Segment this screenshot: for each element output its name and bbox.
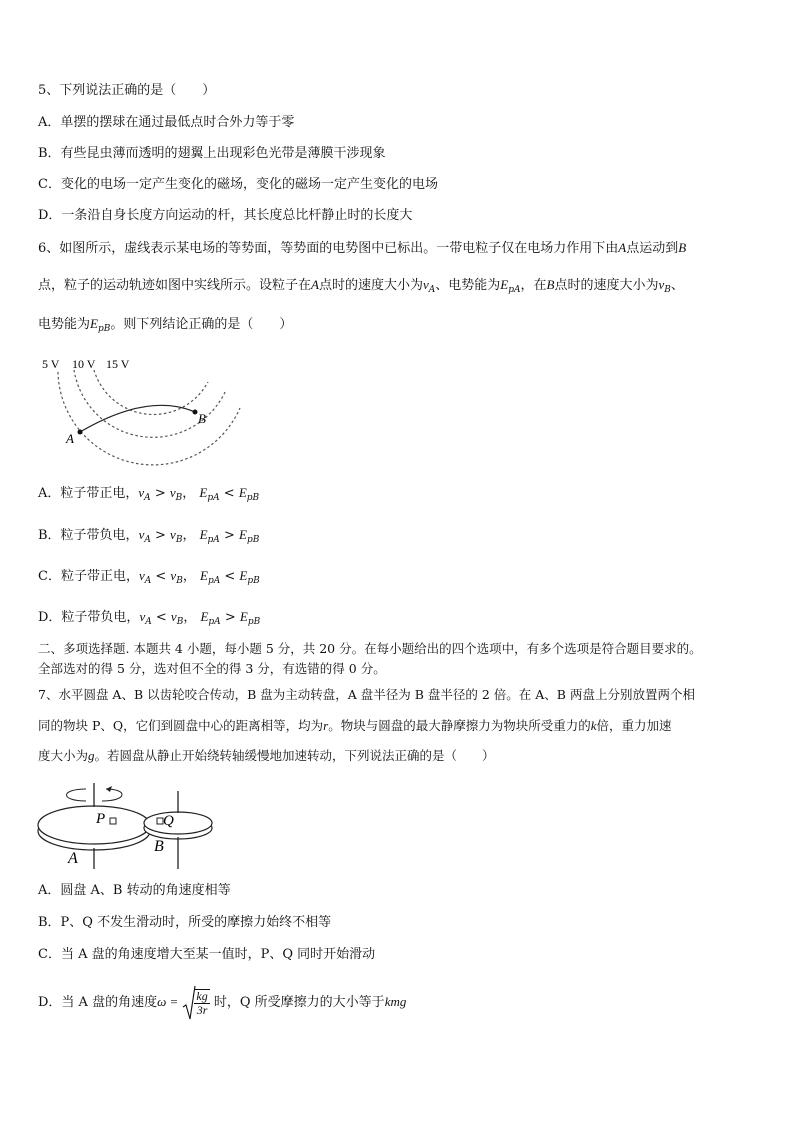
q6-stem-line3: 电势能为$E_{pB}$。则下列结论正确的是（ ） xyxy=(38,316,293,334)
label-5v: 5 V xyxy=(42,357,60,371)
q6-option-b: B．粒子带负电，$v_A > v_B$， $E_{pA} > E_{pB}$ xyxy=(38,527,260,545)
label-a: A xyxy=(66,431,74,446)
particle-trajectory xyxy=(80,405,195,432)
equipotential-figure xyxy=(38,352,248,470)
q6-option-c: C．粒子带正电，$v_A < v_B$， $E_{pA} < E_{pB}$ xyxy=(38,568,260,586)
equipotential-10v xyxy=(74,370,226,437)
q6-option-a: A．粒子带正电，$v_A > v_B$， $E_{pA} < E_{pB}$ xyxy=(38,485,260,503)
q5-stem: 5、下列说法正确的是（ ） xyxy=(38,83,216,98)
q7-option-a: A．圆盘 A、B 转动的角速度相等 xyxy=(38,883,231,898)
block-p xyxy=(110,818,116,824)
gear-discs-figure xyxy=(30,777,220,873)
disc-b xyxy=(144,812,212,834)
label-10v: 10 V xyxy=(72,357,96,371)
q7-option-d: D．当 A 盘的角速度ω = $\frac{kg}{3r}$ 时，Q 所受摩擦力的大小等于kmg xyxy=(38,982,406,1022)
label-p: P xyxy=(96,811,106,827)
q5-option-d: D．一条沿自身长度方向运动的杆，其长度总比杆静止时的长度大 xyxy=(38,208,413,223)
label-15v: 15 V xyxy=(106,357,130,371)
q5-option-a: A．单摆的摆球在通过最低点时合外力等于零 xyxy=(38,115,295,130)
equipotential-15v xyxy=(94,370,208,414)
q7-stem-line3: 度大小为g。若圆盘从静止开始绕转轴缓慢地加速转动，下列说法正确的是（ ） xyxy=(38,748,495,763)
point-a xyxy=(78,430,83,435)
q7-stem-line1: 7、水平圆盘 A、B 以齿轮咬合传动，B 盘为主动转盘，A 盘半径为 B 盘半径的 2 倍。在 A、B 两盘上分别放置两个相 xyxy=(38,687,695,702)
label-q: Q xyxy=(163,813,174,829)
label-b: B xyxy=(198,411,206,426)
equipotential-5v xyxy=(58,372,240,465)
q5-option-b: B．有些昆虫薄而透明的翅翼上出现彩色光带是薄膜干涉现象 xyxy=(38,146,386,161)
point-b xyxy=(193,410,198,415)
label-disc-b: B xyxy=(154,838,164,855)
q7-stem-line2: 同的物块 P、Q，它们到圆盘中心的距离相等，均为r。物块与圆盘的最大静摩擦力为物块所受重力的k倍，重力加速 xyxy=(38,718,672,733)
section2-instructions-line2: 全部选对的得 5 分，选对但不全的得 3 分，有选错的得 0 分。 xyxy=(38,661,386,676)
q6-option-d: D．粒子带负电，$v_A < v_B$， $E_{pA} > E_{pB}$ xyxy=(38,609,261,627)
disc-a xyxy=(38,806,150,844)
q7-option-c: C．当 A 盘的角速度增大至某一值时，P、Q 同时开始滑动 xyxy=(38,947,376,962)
q6-stem-line1: 6、如图所示，虚线表示某电场的等势面，等势面的电势图中已标出。一带电粒子仅在电场力作用下由A点运动到B xyxy=(38,240,687,256)
q7-option-b: B．P、Q 不发生滑动时，所受的摩擦力始终不相等 xyxy=(38,915,332,930)
q6-stem-line2: 点，粒子的运动轨迹如图中实线所示。设粒子在A点时的速度大小为$v_A$、电势能为$E_{pA}$，在B点时的速度大小为$v_B$、 xyxy=(38,277,684,295)
label-disc-a: A xyxy=(68,850,78,867)
section2-instructions-line1: 二、多项选择题. 本题共 4 小题，每小题 5 分，共 20 分。在每小题给出的四个选项中，有多个选项是符合题目要求的。 xyxy=(38,641,702,656)
q5-option-c: C．变化的电场一定产生变化的磁场，变化的磁场一定产生变化的电场 xyxy=(38,177,438,192)
sqrt-fraction: $\frac{kg}{3r}$ xyxy=(196,988,208,1017)
